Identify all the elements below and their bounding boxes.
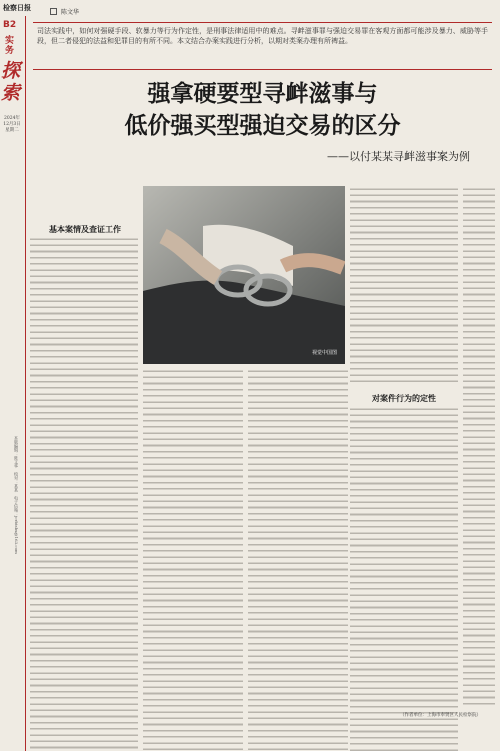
side-margin-text: 本版编辑：陈文华 校对：某某 电子信箱：jcrbtsbx@163.com (14, 436, 19, 554)
section-heading-opinion: 对案件行为的定性 (372, 393, 436, 403)
section-big: 探索 (1, 60, 21, 104)
body-column-5 (463, 186, 495, 706)
body-lines (350, 406, 458, 751)
section-heading-basic: 基本案情及查证工作 (49, 224, 121, 234)
paper-name: 检察日报 (3, 3, 31, 12)
header-strip (0, 0, 500, 16)
issue-date (0, 116, 24, 134)
section-top: 实务 (5, 36, 15, 56)
body-lines (143, 368, 243, 751)
editor-icon (50, 8, 57, 15)
body-column-3 (248, 368, 348, 751)
handcuffs-photo (143, 186, 345, 364)
summary-text: 司法实践中，如何对强硬手段、软暴力等行为作定性，是刑事法律适用中的难点。寻衅滋事罪与强迫交易罪在客观方面都可能涉及暴力、威胁等手段，但二者侵犯的法益和犯罪目的有所不同。本文结合办案实践进行分析，以期对类案办理有所裨益。 (37, 27, 488, 45)
body-lines (248, 368, 348, 751)
author-byline: （作者单位：上海市奉贤区人民检察院） (400, 713, 481, 718)
masthead-divider (25, 16, 26, 751)
headline-line2: 低价强买型强迫交易的区分 (124, 112, 401, 139)
date-md: 12月3日 (3, 122, 21, 127)
body-lines (30, 236, 138, 751)
body-column-4-top (350, 186, 458, 386)
page-code: B2 (3, 20, 17, 30)
article-photo (143, 186, 345, 364)
photo-credit: 视觉中国图 (311, 350, 337, 356)
editor-name: 陈文华 (61, 9, 80, 16)
body-column-4-bottom (350, 406, 458, 751)
headline-line1: 强拿硬要型寻衅滋事与 (147, 80, 378, 107)
masthead-column (0, 16, 24, 751)
body-lines (463, 186, 495, 706)
headline-subtitle: ——以付某某寻衅滋事案为例 (327, 150, 470, 163)
body-lines (350, 186, 458, 386)
date-year: 2024年 (4, 116, 20, 121)
weekday: 星期二 (5, 128, 19, 133)
body-column-2 (143, 368, 243, 751)
body-column-1 (30, 236, 138, 751)
summary-box (33, 22, 492, 70)
